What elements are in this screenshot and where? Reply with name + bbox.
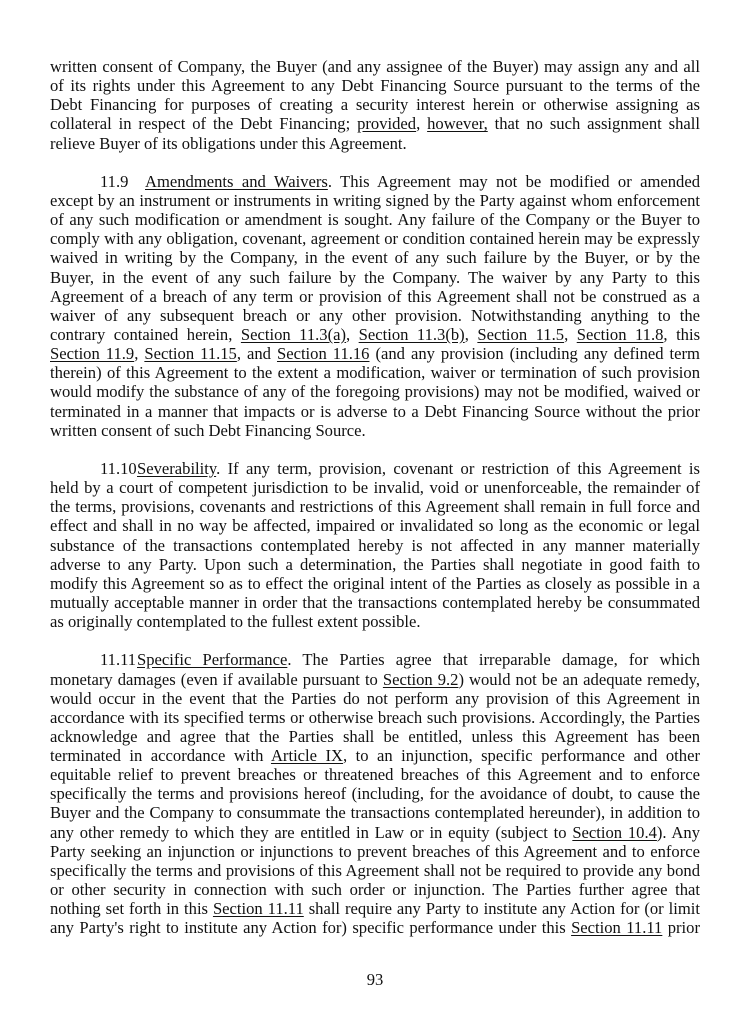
text-span: that no such assignment shall [487,114,701,134]
text-line [50,823,700,842]
section-ref-11-11[interactable]: Section 11.11 [571,918,663,938]
text-line: waiver of any subsequent breach or any other provision. Notwithstanding anything to the [50,305,700,325]
text-line: acknowledge and agree that the Parties shall be entitled, unless this Agreement has been [50,726,700,746]
section-ref-11-3b[interactable]: Section 11.3(b) [358,324,465,344]
text-line [50,918,700,937]
text-span: ) would not be an adequate remedy, [458,669,701,689]
text-line [50,114,700,133]
text-span: . The Parties agree that irreparable damage, for which [287,650,701,670]
text-line: specifically the terms and provisions hereof (including, for the avoidance of doubt, to cause the [50,784,700,804]
document-page [50,57,700,957]
text-line: terminated in a manner that impacts or is adverse to a Debt Financing Source without the prior [50,401,700,421]
text-span: terminated in accordance with [50,746,271,766]
text-line: except by an instrument or instruments in writing signed by the Party against whom enforcement [50,190,700,210]
section-11-10 [50,459,700,631]
text-line: effect and shall in no way be affected, impaired or invalidated so long as the economic or legal [50,516,700,536]
text-span: (and any provision (including any defined term [369,344,700,364]
text-span: nothing set forth in this [50,899,213,919]
text-line: Section 11.9, Section 11.15, and Section 11.16 (and any provision (including any defined term [50,344,700,364]
text-line: relieve Buyer of its obligations under this Agreement. [50,133,407,153]
section-ref-11-9[interactable]: Section 11.9 [50,344,135,364]
section-ref-11-8[interactable]: Section 11.8 [576,324,664,344]
page-number: 93 [366,970,384,989]
section-ref-11-15[interactable]: Section 11.15 [144,344,237,364]
section-ref-10-4[interactable]: Section 10.4 [572,822,657,842]
provided-term: provided [357,114,417,134]
section-heading: Amendments and Waivers [145,171,328,191]
section-ref-9-2[interactable]: Section 9.2 [382,669,459,689]
section-heading-line [50,172,700,191]
text-line: of its rights under this Agreement to any Debt Financing Source pursuant to the terms of the [50,76,700,96]
text-span: prior [662,918,700,938]
text-line: adverse to any Party. Upon such a determination, the Parties shall negotiate in good faith to [50,554,700,574]
text-line: substance of the transactions contemplated hereby is not affected in any manner materially [50,535,700,555]
text-line: written consent of such Debt Financing Source. [50,420,366,440]
text-line: mutually acceptable manner in order that the transactions contemplated hereby be consummated [50,592,700,612]
text-span: , to an injunction, specific performance and other [343,746,700,766]
text-line: the terms, provisions, covenants and restrictions of this Agreement shall remain in full force and [50,497,700,517]
text-line: waived in writing by the Company, in the event of any such failure by the Buyer, or by the [50,248,700,268]
text-line: contrary contained herein, Section 11.3(a), Section 11.3(b), Section 11.5, Section 11.8, this [50,324,701,344]
however-term: however, [427,114,488,134]
text-line: held by a court of competent jurisdiction to be invalid, void or unenforceable, the remainder of [50,478,700,498]
text-span: monetary damages (even if available pursuant to [50,669,383,689]
text-line: would modify the substance of any of the foregoing provisions) may not be modified, waived or [50,382,700,402]
text-line: Buyer, in the event of any such failure by the Company. The waiver by any Party to this [50,267,700,287]
section-heading: Severability [137,458,217,478]
text-line: Party seeking an injunction or injunctions to prevent breaches of this Agreement and to enforce [50,841,700,861]
text-line [50,746,700,765]
text-line: equitable relief to prevent breaches or threatened breaches of this Agreement and to enforce [50,765,700,785]
section-11-11 [50,650,700,937]
text-line: specifically the terms and provisions of this Agreement shall not be required to provide any bond [50,860,700,880]
text-line: Debt Financing for purposes of creating a security interest herein or otherwise assigning as [50,95,700,115]
text-line [50,670,700,689]
section-number: 11.9 [100,171,129,191]
text-span: contrary contained herein, [50,324,241,344]
section-heading-line [50,459,700,478]
text-line: Agreement of a breach of any term or provision of this Agreement shall not be construed as a [50,286,700,306]
text-line: of any such modification or amendment is sought. Any failure of the Company or the Buyer to [50,210,700,230]
text-line: or other security in connection with such order or injunction. The Parties further agree that [50,880,700,900]
section-number: 11.10 [100,458,137,478]
section-ref-11-5[interactable]: Section 11.5 [477,324,565,344]
text-line [50,899,700,918]
text-span: ). Any [656,822,701,842]
section-ref-11-11[interactable]: Section 11.11 [212,899,304,919]
text-span: , and [236,344,277,364]
text-line: as originally contemplated to the fullest extent possible. [50,612,421,632]
section-heading: Specific Performance [137,650,288,670]
text-line: Buyer and the Company to consummate the transactions contemplated hereunder), in addition to [50,803,700,823]
text-line: modify this Agreement so as to effect the original intent of the Parties as closely as possible in a [50,573,700,593]
text-span: this [667,324,701,344]
text-span: any other remedy to which they are entitled in Law or in equity (subject to [50,822,573,842]
text-span: , [416,114,428,134]
text-span: any Party's right to institute any Action for) specific performance under this [50,918,572,938]
article-ref-ix[interactable]: Article IX [270,746,344,766]
text-line: written consent of Company, the Buyer (and any assignee of the Buyer) may assign any and all [50,57,700,76]
text-line: would occur in the event that the Parties do not perform any provision of this Agreement in [50,688,700,708]
text-line: therein) of this Agreement to the extent a modification, waiver or termination of such provision [50,363,700,383]
text-line: comply with any obligation, covenant, agreement or condition contained herein may be expressly [50,229,700,249]
text-span: . If any term, provision, covenant or restriction of this Agreement is [216,458,700,478]
paragraph-continuation [50,57,700,153]
text-span: shall require any Party to institute any Action for (or limit [303,899,700,919]
text-line: accordance with its specified terms or otherwise breach such provisions. Accordingly, the Parties [50,707,700,727]
text-span: . This Agreement may not be modified or amended [327,171,700,191]
section-11-9 [50,172,700,440]
section-number: 11.11 [100,650,137,670]
section-ref-11-16[interactable]: Section 11.16 [276,344,370,364]
section-ref-11-3a[interactable]: Section 11.3(a) [240,324,346,344]
text-span: collateral in respect of the Debt Financing; [50,114,358,134]
section-heading-line [50,650,700,669]
